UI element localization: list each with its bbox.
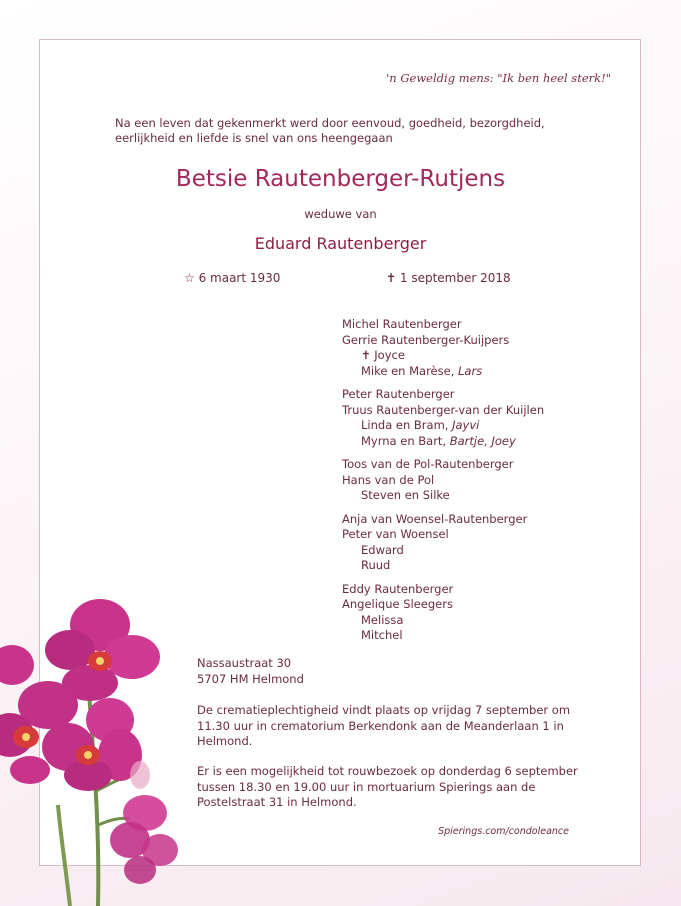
family-parent-name: Peter van Woensel (342, 527, 449, 541)
family-child-line (342, 543, 544, 559)
family-parent-name: Peter Rautenberger (342, 387, 455, 401)
family-parent-name: Truus Rautenberger-van der Kuijlen (342, 402, 545, 417)
intro-text: Na een leven dat gekenmerkt werd door eenvoud, goedheid, bezorgdheid, eerlijkheid en liefde is snel van ons heengegaan (115, 116, 545, 145)
child-names: Myrna en Bart, (361, 433, 450, 448)
family-child-line (342, 348, 544, 364)
family-child-line (342, 364, 544, 380)
deceased-name: Betsie Rautenberger-Rutjens (175, 166, 506, 192)
family-group (342, 317, 544, 379)
death-date: ✝ 1 september 2018 (386, 271, 511, 285)
grandchild-names: Bartje, Joey (449, 433, 516, 448)
birth-date: ☆ 6 maart 1930 (184, 271, 281, 285)
family-group (342, 582, 544, 644)
spouse-name: Eduard Rautenberger (254, 234, 427, 253)
family-list (342, 317, 544, 652)
motto-quote: 'n Geweldig mens: "Ik ben heel sterk!" (386, 71, 611, 85)
child-names: Mike en Marèse, (361, 363, 459, 378)
family-parent-name: Michel Rautenberger (342, 317, 462, 331)
family-parent-name: Eddy Rautenberger (342, 581, 454, 596)
visitation-text: Er is een mogelijkheid tot rouwbezoek op donderdag 6 september tussen 18.30 en 19.00 uur in mortuarium Spierings aan de Postelstraat 31 in Helmond. (197, 764, 578, 809)
website-link[interactable]: Spierings.com/condoleance (438, 826, 569, 837)
family-parent-name: Toos van de Pol-Rautenberger (342, 457, 514, 471)
family-parent-name: Angelique Sleegers (342, 597, 453, 611)
family-group (342, 457, 544, 504)
family-group (342, 387, 544, 449)
family-child-line (342, 418, 544, 434)
family-parent-name: Hans van de Pol (342, 472, 435, 487)
widow-of-label: weduwe van (304, 207, 377, 221)
family-group (342, 512, 544, 574)
child-names: Ruud (361, 558, 391, 572)
address-street: Nassaustraat 30 (197, 656, 292, 670)
family-child-line (342, 628, 544, 644)
grandchild-names: Lars (458, 363, 483, 378)
child-names: ✝ Joyce (361, 348, 405, 362)
family-parent-name: Anja van Woensel-Rautenberger (342, 511, 528, 526)
child-names: Melissa (361, 612, 404, 627)
address-block (197, 656, 304, 687)
child-names: Steven en Silke (361, 488, 450, 502)
child-names: Mitchel (361, 628, 403, 642)
family-parent-name: Gerrie Rautenberger-Kuijpers (342, 332, 510, 347)
family-child-line (342, 434, 544, 450)
child-names: Linda en Bram, (361, 418, 453, 432)
family-child-line (342, 558, 544, 574)
child-names: Edward (361, 542, 404, 557)
address-city: 5707 HM Helmond (197, 671, 304, 686)
orchid-image (0, 595, 200, 906)
family-child-line (342, 613, 544, 629)
grandchild-names: Jayvi (452, 418, 480, 432)
family-child-line (342, 488, 544, 504)
ceremony-text: De crematieplechtigheid vindt plaats op vrijdag 7 september om 11.30 uur in crematorium Berkendonk aan de Meanderlaan 1 in Helmond. (197, 703, 571, 748)
